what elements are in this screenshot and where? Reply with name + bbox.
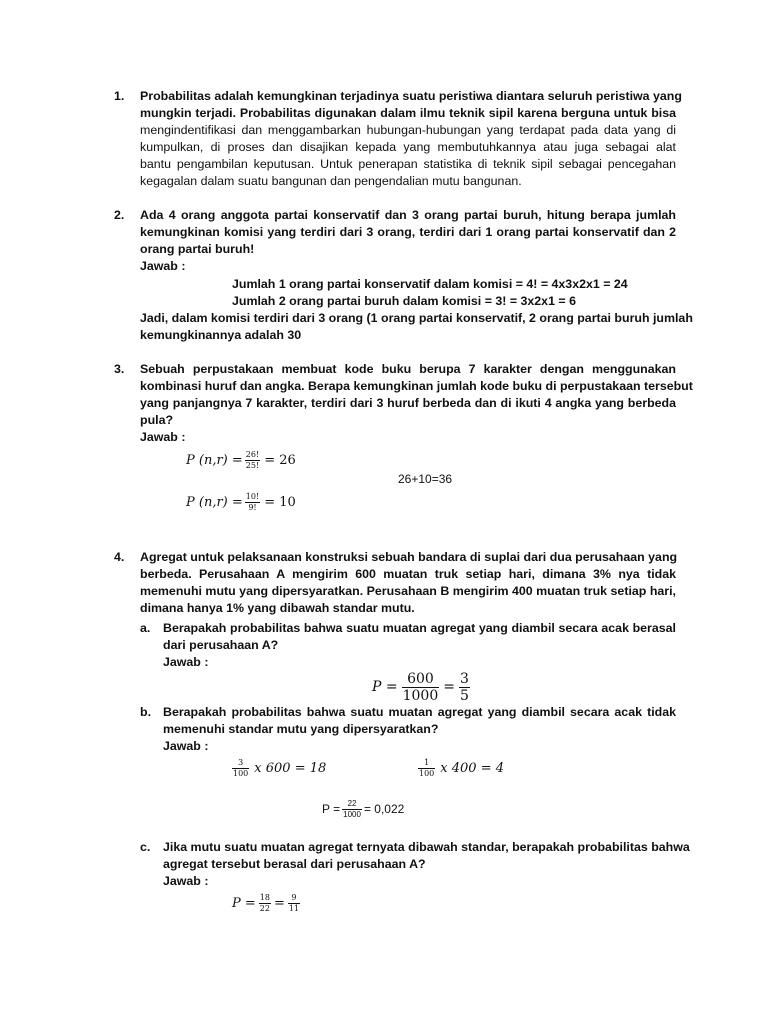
q4a-line-2: dari perusahaan A? [163,638,279,652]
q4b-calc-2 [416,755,504,781]
q1-line-1: Probabilitas adalah kemungkinan terjadinya suatu peristiwa diantara seluruh peristiwa yang [140,89,682,103]
q2-jawab: Jawab : [140,259,186,273]
q4c-den-1: 22 [259,903,270,913]
q4b-line-1: Berapakah probabilitas bahwa suatu muatan agregat yang diambil secara acak tidak [163,705,676,719]
q3-formula-1-lhs: P (n,r) = [186,452,243,468]
q4-line-2: berbeda. Perusahaan A mengirim 600 muatan truk setiap hari, dimana 3% nya tidak [140,567,676,581]
q4a-formula [372,668,474,706]
q4-line-4: dimana hanya 1% yang dibawah standar mutu. [140,601,415,615]
q4a-den-1: 1000 [402,687,439,704]
q4b-p-rest: = 0,022 [363,802,405,816]
q4c-line-1: Jika mutu suatu muatan agregat ternyata dibawah standar, berapakah probabilitas bahwa [163,840,690,854]
q4c-lhs: P = [232,895,256,911]
q4b-calc-1 [230,755,326,781]
q3-formula-2-lhs: P (n,r) = [186,494,243,510]
q4b-p-num: 22 [347,798,357,808]
q3-number: 3. [114,362,125,376]
q2-calc-2: Jumlah 2 orang partai buruh dalam komisi = 3! = 3x2x1 = 6 [232,294,576,308]
q4c-jawab: Jawab : [163,874,209,888]
q3-line-2: kombinasi huruf dan angka. Berapa kemungkinan jumlah kode buku di perpustakaan tersebut [140,379,693,393]
q4c-formula [232,889,303,917]
q3-formula-1-fraction [245,451,260,470]
q2-line-2: kemungkinan komisi yang terdiri dari 3 orang, terdiri dari 1 orang partai konservatif dan 2 [140,225,676,239]
q4b-calc-2-fraction [418,759,435,778]
q4b-c1-rest: x 600 = 18 [254,760,327,776]
q4b-c2-rest: x 400 = 4 [440,760,504,776]
q4-line-3: memenuhi mutu yang dipersyaratkan. Perusahaan B mengirim 400 muatan truk setiap hari, [140,584,676,598]
q2-number: 2. [114,208,125,222]
q4-line-1: Agregat untuk pelaksanaan konstruksi sebuah bandara di suplai dari dua perusahaan yang [140,550,678,564]
q4c-eq: = [273,895,285,911]
q4b-p-fraction [342,800,362,819]
q4b-c2-num: 1 [424,757,430,767]
q4a-den-2: 5 [459,687,469,704]
q4b-p-lhs: P = [322,802,341,816]
q1-line-4: kumpulkan, di proses dan disajikan kepada yang membutuhkannya atau juga sebagai alat [140,140,676,154]
q4a-num-2: 3 [459,670,469,687]
q3-formula-2 [186,488,296,516]
q1-number: 1. [114,89,125,103]
q4a-fraction-1 [402,672,440,703]
q4b-c1-den: 100 [233,768,249,778]
q2-conclusion-2: kemungkinannya adalah 30 [140,328,302,342]
q4a-jawab: Jawab : [163,655,209,669]
q4b-c2-den: 100 [419,768,435,778]
q4c-den-2: 11 [288,903,300,913]
q4c-num-1: 18 [259,892,270,902]
q4b-p-formula [322,796,404,822]
q4a-letter: a. [140,621,151,635]
q4a-fraction-2 [459,672,470,703]
q4a-lhs: P = [372,679,398,695]
q3-f2-denominator: 9! [248,502,257,512]
q4b-p-den: 1000 [343,809,361,819]
q3-f2-result: = 10 [264,494,296,510]
q4a-line-1: Berapakah probabilitas bahwa suatu muatan agregat yang diambil secara acak berasal [163,621,676,635]
q3-jawab: Jawab : [140,430,186,444]
q4a-eq: = [443,679,455,695]
q3-formula-2-fraction [245,493,260,512]
q1-line-6: kegagalan dalam suatu bangunan dan pengendalian mutu bangunan. [140,174,522,188]
q3-f2-numerator: 10! [245,491,260,501]
q3-sum: 26+10=36 [398,472,453,486]
q4b-c1-num: 3 [238,757,244,767]
q4c-fraction-2 [288,894,300,913]
q1-line-5: bantu pengambilan keputusan. Untuk penerapan statistika di teknik sipil sebagai pencegahan [140,157,676,171]
q4c-num-2: 9 [291,892,297,902]
q4b-calc-1-fraction [232,759,249,778]
q4a-num-1: 600 [407,670,434,687]
q2-calc-1: Jumlah 1 orang partai konservatif dalam komisi = 4! = 4x3x2x1 = 24 [232,277,628,291]
q2-line-1: Ada 4 orang anggota partai konservatif dan 3 orang partai buruh, hitung berapa jumlah [140,208,676,222]
q4c-fraction-1 [259,894,271,913]
q4c-letter: c. [140,840,151,854]
q3-f1-numerator: 26! [245,449,260,459]
q3-line-4: pula? [140,413,174,427]
q4c-line-2: agregat tersebut berasal dari perusahaan A? [163,857,426,871]
q4b-letter: b. [140,705,152,719]
q1-line-3: mengindentifikasi dan menggambarkan hubungan-hubungan yang terdapat pada data yang di [140,123,676,137]
q1-line-2: mungkin terjadi. Probabilitas digunakan dalam ilmu teknik sipil karena berguna untuk bisa [140,106,676,120]
q4b-jawab: Jawab : [163,739,209,753]
q4b-line-2: memenuhi standar mutu yang dipersyaratkan? [163,722,439,736]
q3-f1-denominator: 25! [245,460,260,470]
q4-number: 4. [114,550,125,564]
q2-conclusion-1: Jadi, dalam komisi terdiri dari 3 orang (1 orang partai konservatif, 2 orang partai buruh jumlah [140,311,693,325]
q3-f1-result: = 26 [264,452,296,468]
q2-line-3: orang partai buruh! [140,242,255,256]
q3-line-1: Sebuah perpustakaan membuat kode buku berupa 7 karakter dengan menggunakan [140,362,676,376]
q3-formula-1 [186,446,296,474]
q3-line-3: yang panjangnya 7 karakter, terdiri dari 3 huruf berbeda dan di ikuti 4 angka yang berbeda [140,396,676,410]
